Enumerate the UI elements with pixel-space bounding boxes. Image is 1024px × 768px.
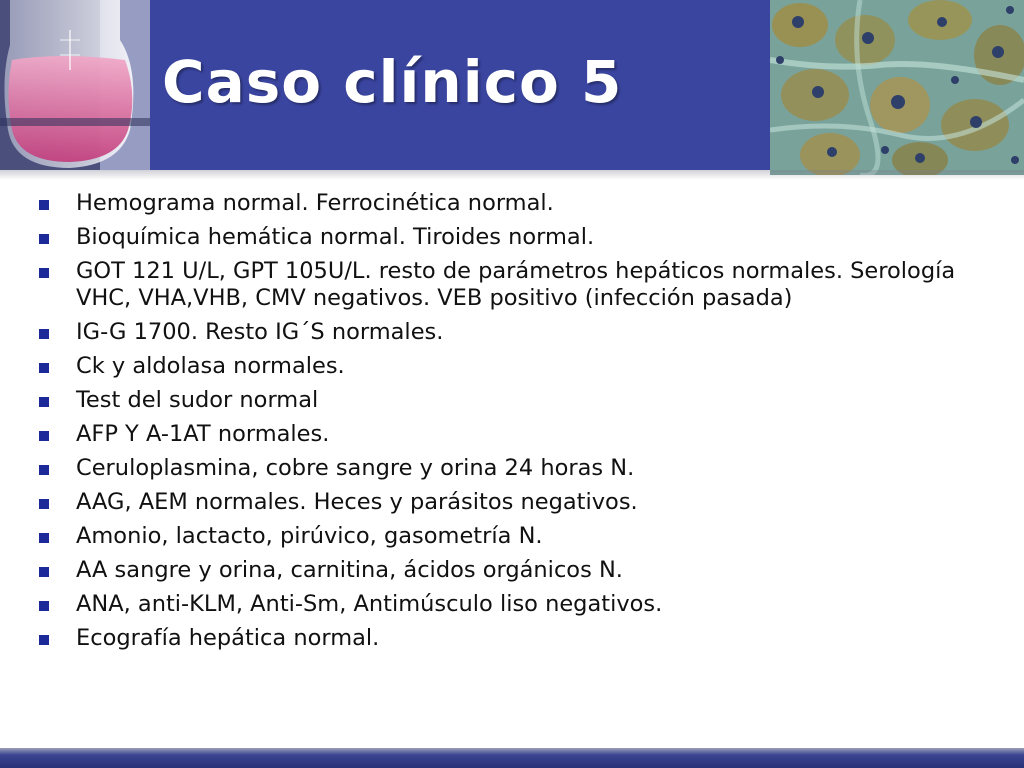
bullet-item	[36, 319, 996, 346]
bullet-text: GOT 121 U/L, GPT 105U/L. resto de parámetros hepáticos normales. Serología VHC, VHA,VHB, CMV negativos. VEB positivo (infección pasada)	[76, 258, 956, 311]
bullet-item	[36, 353, 996, 380]
bullet-text: Amonio, lactacto, pirúvico, gasometría N.	[76, 523, 543, 549]
flask-illustration	[0, 0, 150, 170]
slide-title: Caso clínico 5	[162, 48, 623, 116]
slide-content	[36, 190, 996, 659]
bullet-text: AFP Y A-1AT normales.	[76, 421, 330, 447]
bullet-text: AA sangre y orina, carnitina, ácidos orgánicos N.	[76, 557, 623, 583]
bullet-square-icon	[39, 533, 49, 543]
bullet-text: Bioquímica hemática normal. Tiroides normal.	[76, 224, 595, 250]
bullet-square-icon	[39, 499, 49, 509]
bullet-item	[36, 224, 996, 251]
bullet-square-icon	[39, 567, 49, 577]
bullet-text: Hemograma normal. Ferrocinética normal.	[76, 190, 554, 216]
bullet-item	[36, 387, 996, 414]
bullet-square-icon	[39, 268, 49, 278]
bullet-item	[36, 489, 996, 516]
bullet-text: IG-G 1700. Resto IG´S normales.	[76, 319, 444, 345]
bullet-square-icon	[39, 635, 49, 645]
bullet-item	[36, 591, 996, 618]
bullet-text: Test del sudor normal	[76, 387, 319, 413]
bullet-item	[36, 455, 996, 482]
bullet-square-icon	[39, 200, 49, 210]
bullet-item	[36, 625, 996, 652]
bullet-item	[36, 523, 996, 550]
bullet-item	[36, 190, 996, 217]
bullet-text: Ceruloplasmina, cobre sangre y orina 24 horas N.	[76, 455, 635, 481]
bullet-square-icon	[39, 397, 49, 407]
histology-micrograph	[770, 0, 1024, 175]
bullet-square-icon	[39, 363, 49, 373]
bullet-square-icon	[39, 431, 49, 441]
bullet-list	[36, 190, 996, 652]
histology-illustration	[770, 0, 1024, 175]
bullet-item	[36, 557, 996, 584]
bullet-item	[36, 258, 996, 312]
header-shadow	[0, 170, 1024, 180]
bullet-item	[36, 421, 996, 448]
flask-photo	[0, 0, 150, 170]
bullet-text: Ck y aldolasa normales.	[76, 353, 345, 379]
bullet-text: AAG, AEM normales. Heces y parásitos negativos.	[76, 489, 638, 515]
bullet-text: Ecografía hepática normal.	[76, 625, 380, 651]
bullet-square-icon	[39, 465, 49, 475]
bullet-square-icon	[39, 329, 49, 339]
bullet-square-icon	[39, 234, 49, 244]
bullet-square-icon	[39, 601, 49, 611]
footer-bar	[0, 748, 1024, 768]
bullet-text: ANA, anti-KLM, Anti-Sm, Antimúsculo liso negativos.	[76, 591, 663, 617]
